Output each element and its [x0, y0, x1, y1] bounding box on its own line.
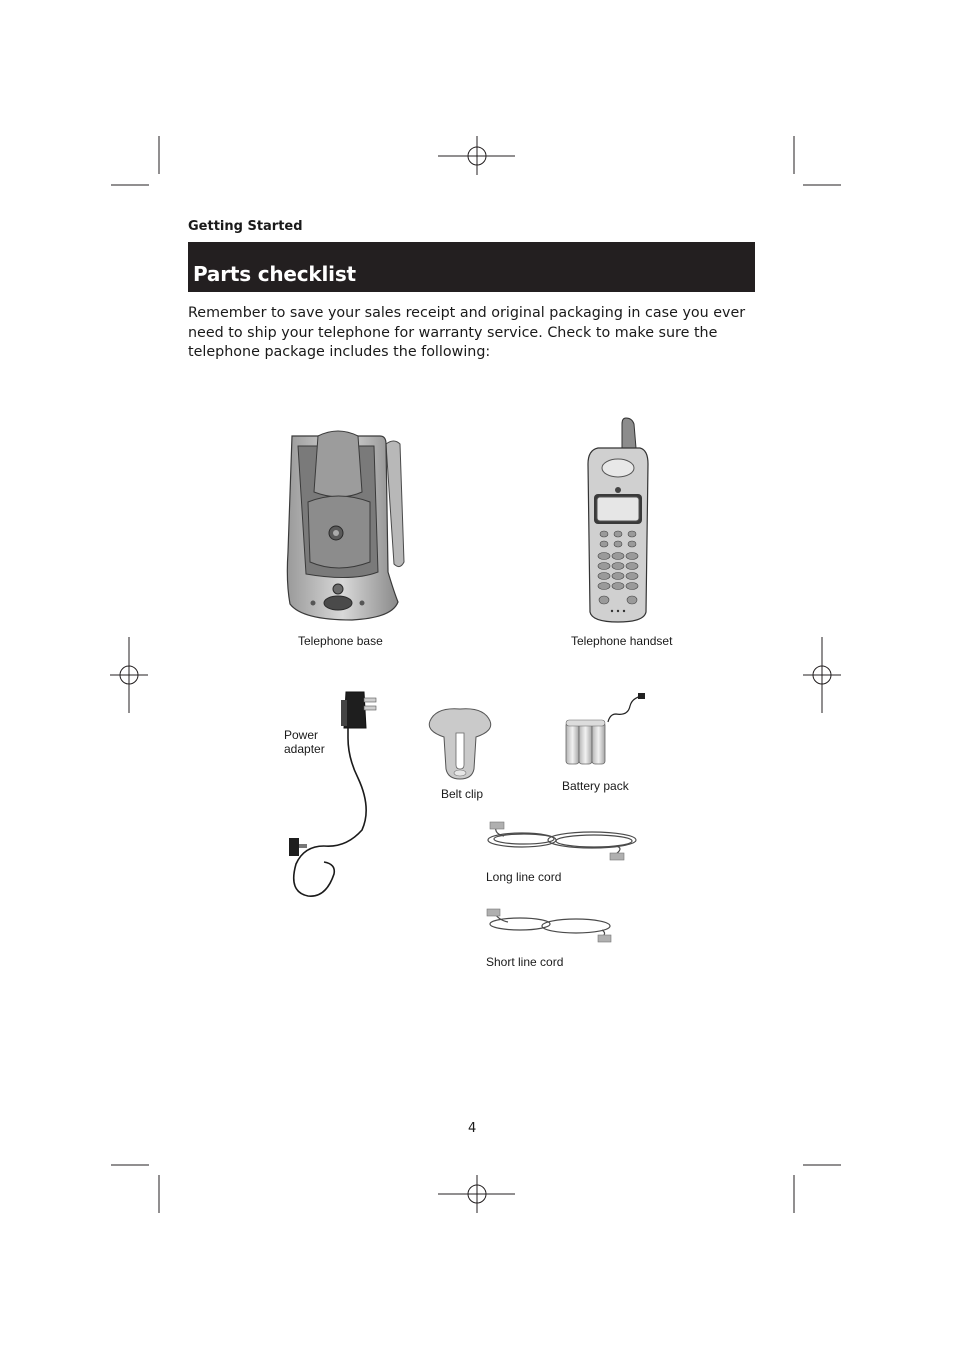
intro-paragraph: Remember to save your sales receipt and original packaging in case you ever need to ship your telephone for warranty service. Check to make sure the telephone package includes the following: [188, 305, 746, 360]
long-line-cord-image [484, 818, 644, 866]
power-adapter-image [286, 688, 386, 900]
caption-telephone-handset: Telephone handset [571, 634, 673, 648]
caption-telephone-base: Telephone base [298, 634, 383, 648]
caption-short-line-cord: Short line cord [486, 955, 564, 969]
page-number: 4 [468, 1121, 477, 1136]
telephone-base-image [282, 432, 422, 622]
registration-mark-top [438, 136, 515, 175]
belt-clip-image [426, 707, 496, 781]
page-title: Parts checklist [193, 262, 356, 286]
section-label: Getting Started [188, 219, 303, 234]
battery-pack-image [562, 692, 652, 768]
caption-power-adapter-line1: Power [284, 728, 319, 742]
registration-mark-bottom [438, 1175, 515, 1213]
caption-belt-clip: Belt clip [441, 787, 484, 801]
registration-mark-left [110, 637, 148, 713]
caption-power-adapter-line2: adapter [284, 742, 325, 756]
registration-mark-right [803, 637, 841, 713]
telephone-handset-image [584, 416, 654, 626]
caption-long-line-cord: Long line cord [486, 870, 562, 884]
caption-battery-pack: Battery pack [562, 779, 629, 793]
short-line-cord-image [484, 906, 624, 946]
